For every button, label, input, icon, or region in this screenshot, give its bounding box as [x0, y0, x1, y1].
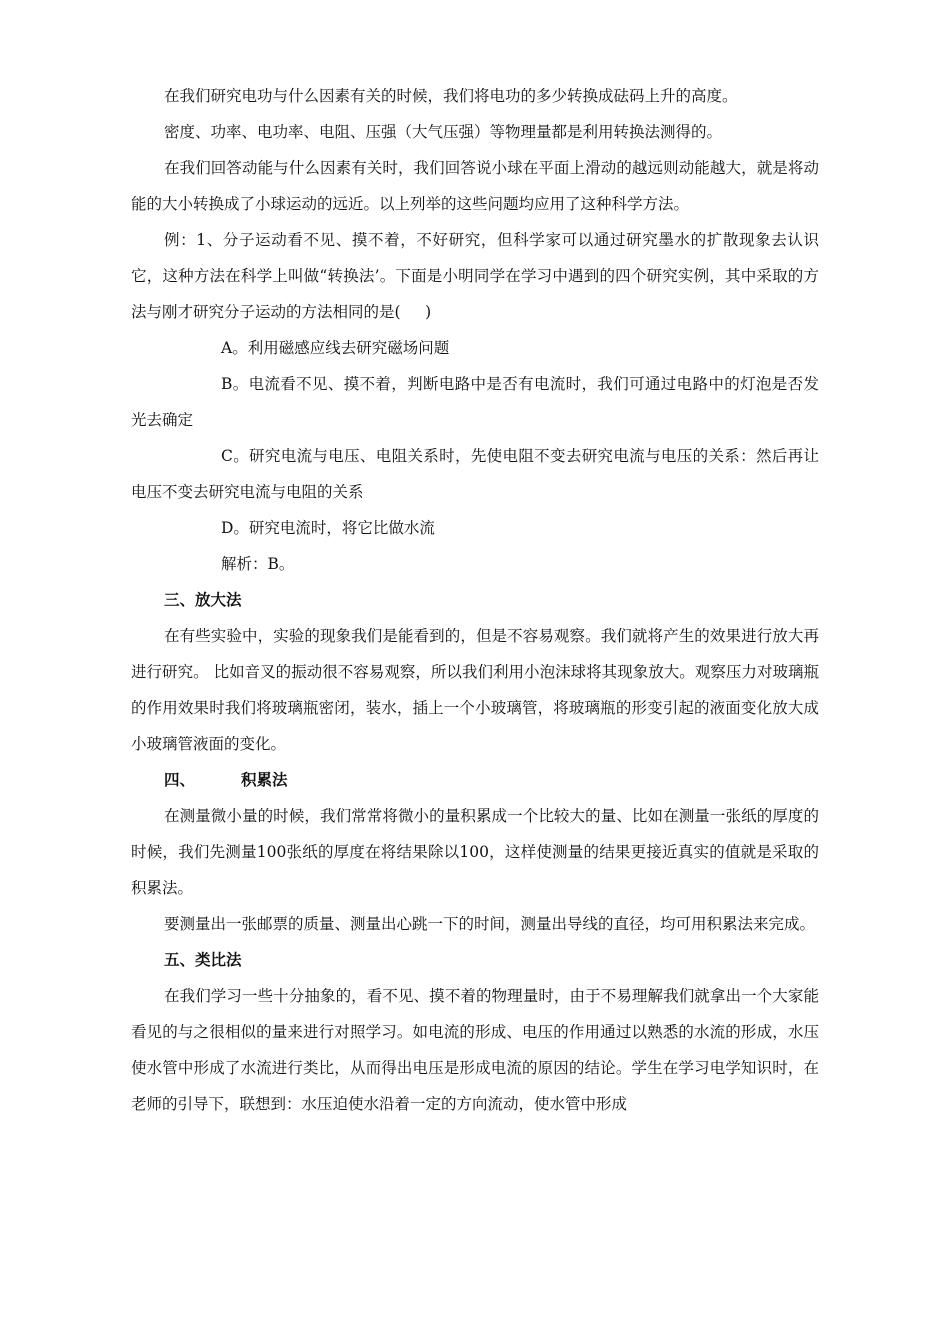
paragraph-analogy: 在我们学习一些十分抽象的，看不见、摸不着的物理量时，由于不易理解我们就拿出一个大家能看见的与之很相似的量来进行对照学习。如电流的形成、电压的作用通过以熟悉的水流的形成，水压使水管中形成了水流进行类比，从而得出电压是形成电流的原因的结论。学生在学习电学知识时，在老师的引导下，联想到：水压迫使水沿着一定的方向流动，使水管中形成 [131, 987, 819, 1113]
paragraph-conversion-quantities: 密度、功率、电功率、电阻、压强（大气压强）等物理量都是利用转换法测得的。 [164, 123, 723, 141]
heading-title: 积累法 [241, 770, 288, 789]
section-heading-accumulation [131, 762, 819, 798]
option-c: C。研究电流与电压、电阻关系时，先使电阻不变去研究电流与电压的关系：然后再让电压不变去研究电流与电阻的关系 [131, 447, 819, 501]
paragraph-accumulation: 在测量微小量的时候，我们常常将微小的量积累成一个比较大的量、比如在测量一张纸的厚度的时候，我们先测量100张纸的厚度在将结果除以100，这样使测量的结果更接近真实的值就是采取的积累法。 [131, 807, 819, 897]
answer-line: 解析：B。 [221, 555, 295, 573]
option-d: D。研究电流时，将它比做水流 [221, 519, 435, 537]
paragraph-magnification: 在有些实验中，实验的现象我们是能看到的，但是不容易观察。我们就将产生的效果进行放大再进行研究。 比如音叉的振动很不容易观察，所以我们利用小泡沫球将其现象放大。观察压力对玻璃瓶的作用效果时我们将玻璃瓶密闭，装水，插上一个小玻璃管，将玻璃瓶的形变引起的液面变化放大成小玻璃管液面的变化。 [131, 627, 819, 753]
section-heading-magnification: 三、放大法 [164, 590, 242, 609]
heading-number: 四、 [164, 770, 196, 789]
option-b: B。电流看不见、摸不着，判断电路中是否有电流时，我们可通过电路中的灯泡是否发光去确定 [131, 375, 819, 429]
paragraph-accumulation-examples: 要测量出一张邮票的质量、测量出心跳一下的时间，测量出导线的直径，均可用积累法来完成。 [164, 915, 816, 933]
option-a: A。利用磁感应线去研究磁场问题 [221, 339, 450, 357]
document-body [131, 0, 819, 1122]
paragraph-kinetic-energy: 在我们回答动能与什么因素有关时，我们回答说小球在平面上滑动的越远则动能越大，就是将动能的大小转换成了小球运动的远近。以上列举的这些问题均应用了这种科学方法。 [131, 159, 819, 213]
example-question-stem: 例：1、分子运动看不见、摸不着，不好研究，但科学家可以通过研究墨水的扩散现象去认识它，这种方法在科学上叫做“转换法’。下面是小明同学在学习中遇到的四个研究实例，其中采取的方法与刚才研究分子运动的方法相同的是( ) [131, 231, 819, 321]
paragraph-electric-work: 在我们研究电功与什么因素有关的时候，我们将电功的多少转换成砝码上升的高度。 [164, 87, 738, 105]
section-heading-analogy: 五、类比法 [164, 950, 242, 969]
